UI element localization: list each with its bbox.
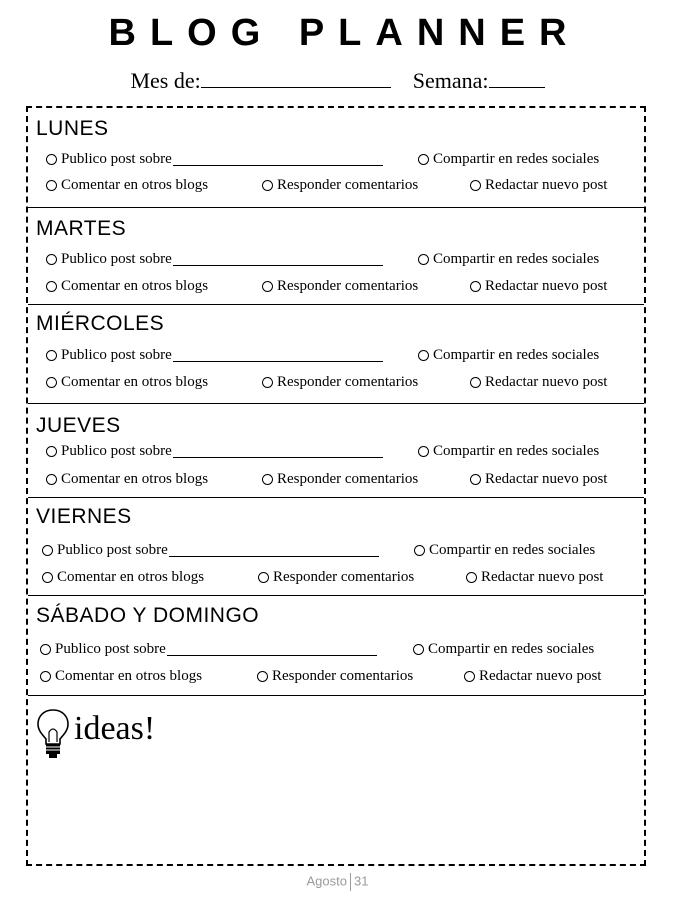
day-title: JUEVES [36, 414, 121, 437]
draft-task[interactable]: Redactar nuevo post [470, 374, 607, 391]
publish-task[interactable]: Publico post sobre [42, 542, 379, 559]
checkbox-circle-icon[interactable] [46, 254, 57, 265]
respond-task[interactable]: Responder comentarios [257, 668, 413, 685]
month-label: Mes de: [130, 68, 201, 93]
day-section-weekend [28, 596, 644, 696]
day-title: LUNES [36, 117, 109, 140]
checkbox-circle-icon[interactable] [42, 572, 53, 583]
checkbox-circle-icon[interactable] [257, 671, 268, 682]
respond-task[interactable]: Responder comentarios [262, 374, 418, 391]
share-task[interactable]: Compartir en redes sociales [413, 641, 594, 658]
ideas-notes-area[interactable] [28, 768, 644, 863]
checkbox-circle-icon[interactable] [470, 281, 481, 292]
checkbox-circle-icon[interactable] [46, 446, 57, 457]
checkbox-circle-icon[interactable] [418, 254, 429, 265]
respond-task[interactable]: Responder comentarios [262, 278, 418, 295]
publish-task[interactable]: Publico post sobre [46, 443, 383, 460]
page-title: BLOG PLANNER [108, 12, 581, 54]
checkbox-circle-icon[interactable] [414, 545, 425, 556]
comment-task[interactable]: Comentar en otros blogs [46, 471, 208, 488]
footer-divider [350, 873, 351, 891]
ideas-header [36, 708, 155, 765]
publish-task[interactable]: Publico post sobre [46, 151, 383, 168]
checkbox-circle-icon[interactable] [418, 154, 429, 165]
publish-task[interactable]: Publico post sobre [46, 347, 383, 364]
lightbulb-icon [36, 708, 70, 765]
draft-task[interactable]: Redactar nuevo post [470, 278, 607, 295]
checkbox-circle-icon[interactable] [262, 180, 273, 191]
checkbox-circle-icon[interactable] [46, 350, 57, 361]
footer-month: Agosto [306, 873, 347, 889]
day-title: SÁBADO Y DOMINGO [36, 604, 260, 627]
week-label: Semana: [412, 68, 489, 93]
topic-field[interactable] [173, 445, 383, 458]
checkbox-circle-icon[interactable] [418, 350, 429, 361]
comment-task[interactable]: Comentar en otros blogs [46, 278, 208, 295]
share-task[interactable]: Compartir en redes sociales [414, 542, 595, 559]
comment-task[interactable]: Comentar en otros blogs [46, 374, 208, 391]
respond-task[interactable]: Responder comentarios [258, 569, 414, 586]
checkbox-circle-icon[interactable] [40, 671, 51, 682]
checkbox-circle-icon[interactable] [470, 377, 481, 388]
day-section-thursday [28, 404, 644, 498]
comment-task[interactable]: Comentar en otros blogs [40, 668, 202, 685]
checkbox-circle-icon[interactable] [258, 572, 269, 583]
checkbox-circle-icon[interactable] [46, 180, 57, 191]
date-fields [0, 68, 675, 94]
day-section-monday [28, 108, 644, 208]
checkbox-circle-icon[interactable] [418, 446, 429, 457]
draft-task[interactable]: Redactar nuevo post [466, 569, 603, 586]
day-title: MARTES [36, 217, 127, 240]
topic-field[interactable] [169, 544, 379, 557]
topic-field[interactable] [167, 643, 377, 656]
ideas-title: ideas! [74, 710, 156, 747]
topic-field[interactable] [173, 349, 383, 362]
day-title: MIÉRCOLES [36, 312, 165, 335]
checkbox-circle-icon[interactable] [470, 180, 481, 191]
topic-field[interactable] [173, 153, 383, 166]
respond-task[interactable]: Responder comentarios [262, 177, 418, 194]
day-section-tuesday [28, 208, 644, 305]
checkbox-circle-icon[interactable] [40, 644, 51, 655]
checkbox-circle-icon[interactable] [46, 281, 57, 292]
checkbox-circle-icon[interactable] [464, 671, 475, 682]
day-section-wednesday [28, 305, 644, 404]
share-task[interactable]: Compartir en redes sociales [418, 347, 599, 364]
share-task[interactable]: Compartir en redes sociales [418, 443, 599, 460]
week-field[interactable] [489, 71, 545, 88]
checkbox-circle-icon[interactable] [413, 644, 424, 655]
comment-task[interactable]: Comentar en otros blogs [42, 569, 204, 586]
checkbox-circle-icon[interactable] [42, 545, 53, 556]
draft-task[interactable]: Redactar nuevo post [470, 177, 607, 194]
checkbox-circle-icon[interactable] [46, 474, 57, 485]
month-field[interactable] [201, 71, 391, 88]
topic-field[interactable] [173, 253, 383, 266]
publish-task[interactable]: Publico post sobre [46, 251, 383, 268]
draft-task[interactable]: Redactar nuevo post [464, 668, 601, 685]
planner-frame [26, 106, 646, 866]
draft-task[interactable]: Redactar nuevo post [470, 471, 607, 488]
day-section-friday [28, 498, 644, 596]
footer-page-number: 31 [354, 873, 369, 889]
checkbox-circle-icon[interactable] [262, 281, 273, 292]
checkbox-circle-icon[interactable] [466, 572, 477, 583]
respond-task[interactable]: Responder comentarios [262, 471, 418, 488]
checkbox-circle-icon[interactable] [470, 474, 481, 485]
checkbox-circle-icon[interactable] [262, 474, 273, 485]
day-title: VIERNES [36, 505, 132, 528]
comment-task[interactable]: Comentar en otros blogs [46, 177, 208, 194]
checkbox-circle-icon[interactable] [262, 377, 273, 388]
checkbox-circle-icon[interactable] [46, 377, 57, 388]
checkbox-circle-icon[interactable] [46, 154, 57, 165]
publish-task[interactable]: Publico post sobre [40, 641, 377, 658]
page-footer [0, 873, 675, 891]
share-task[interactable]: Compartir en redes sociales [418, 151, 599, 168]
share-task[interactable]: Compartir en redes sociales [418, 251, 599, 268]
